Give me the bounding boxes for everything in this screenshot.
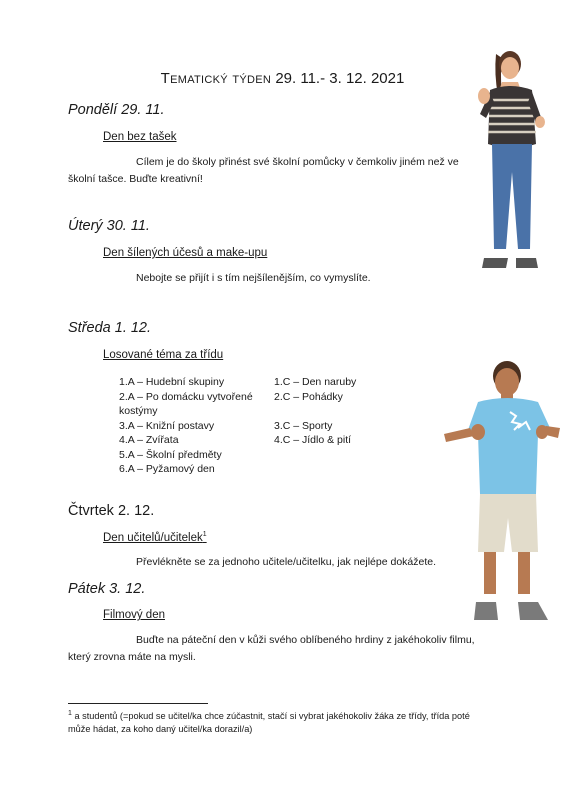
day-text-tuesday: Nebojte se přijít i s tím nejšílenějším, co vymyslíte. bbox=[136, 272, 371, 284]
footnote-ref: 1 bbox=[202, 531, 207, 538]
day-subtitle-monday: Den bez tašek bbox=[103, 131, 177, 143]
themes-left-list bbox=[119, 375, 271, 477]
theme-item: 3.A – Knižní postavy bbox=[119, 419, 215, 432]
boy-thumbs-up-image bbox=[438, 358, 564, 633]
day-text-thursday: Převlékněte se za jednoho učitele/učitelku, jak nejlépe dokážete. bbox=[136, 556, 437, 568]
theme-item: 4.C – Jídlo & pití bbox=[274, 434, 352, 446]
day-text-friday: Buďte na páteční den v kůži svého oblíbeného hrdiny z jakéhokoliv filmu, který zrovna máte na mysli. bbox=[68, 634, 475, 663]
theme-item: 3.C – Sporty bbox=[274, 419, 333, 432]
theme-item: 2.A – Po domácku vytvořené kostýmy bbox=[119, 390, 253, 417]
day-text-monday: Cílem je do školy přinést své školní pomůcky v čemkoliv jiném než ve školní tašce. Buďte kreativní! bbox=[68, 156, 459, 185]
footnote bbox=[68, 708, 488, 735]
themes-right-list bbox=[274, 375, 384, 448]
theme-item: 1.A – Hudební skupiny bbox=[119, 376, 225, 388]
day-heading-wednesday: Středa 1. 12. bbox=[68, 320, 152, 336]
day-heading-thursday: Čtvrtek 2. 12. bbox=[68, 503, 155, 519]
theme-item: 2.C – Pohádky bbox=[274, 390, 343, 403]
day-subtitle-wednesday: Losované téma za třídu bbox=[103, 349, 224, 361]
day-subtitle-tuesday: Den šílených účesů a make-upu bbox=[103, 247, 268, 259]
theme-item: 1.C – Den naruby bbox=[274, 376, 357, 388]
footnote-divider bbox=[68, 703, 208, 704]
title-dates: 29. 11.- 3. 12. 2021 bbox=[275, 70, 405, 87]
girl-thumbs-up-image bbox=[472, 44, 552, 284]
title-prefix: Tematický týden bbox=[160, 70, 272, 87]
footnote-mark: 1 bbox=[68, 710, 72, 717]
footnote-text: a studentů (=pokud se učitel/ka chce zúčastnit, stačí si vybrat jakéhokoliv žáka ze třídy, třída poté může hádat, za koho daný učitel/ka dorazil/a) bbox=[68, 711, 470, 734]
theme-item: 6.A – Pyžamový den bbox=[119, 463, 215, 475]
day-subtitle-friday: Filmový den bbox=[103, 609, 165, 621]
day-heading-monday: Pondělí 29. 11. bbox=[68, 102, 165, 118]
theme-item: 4.A – Zvířata bbox=[119, 434, 179, 446]
day-subtitle-thursday: Den učitelů/učitelek$^1$ bbox=[103, 531, 207, 544]
day-heading-friday: Pátek 3. 12. bbox=[68, 581, 146, 597]
theme-item: 5.A – Školní předměty bbox=[119, 448, 222, 461]
day-heading-tuesday: Úterý 30. 11. bbox=[68, 218, 150, 234]
